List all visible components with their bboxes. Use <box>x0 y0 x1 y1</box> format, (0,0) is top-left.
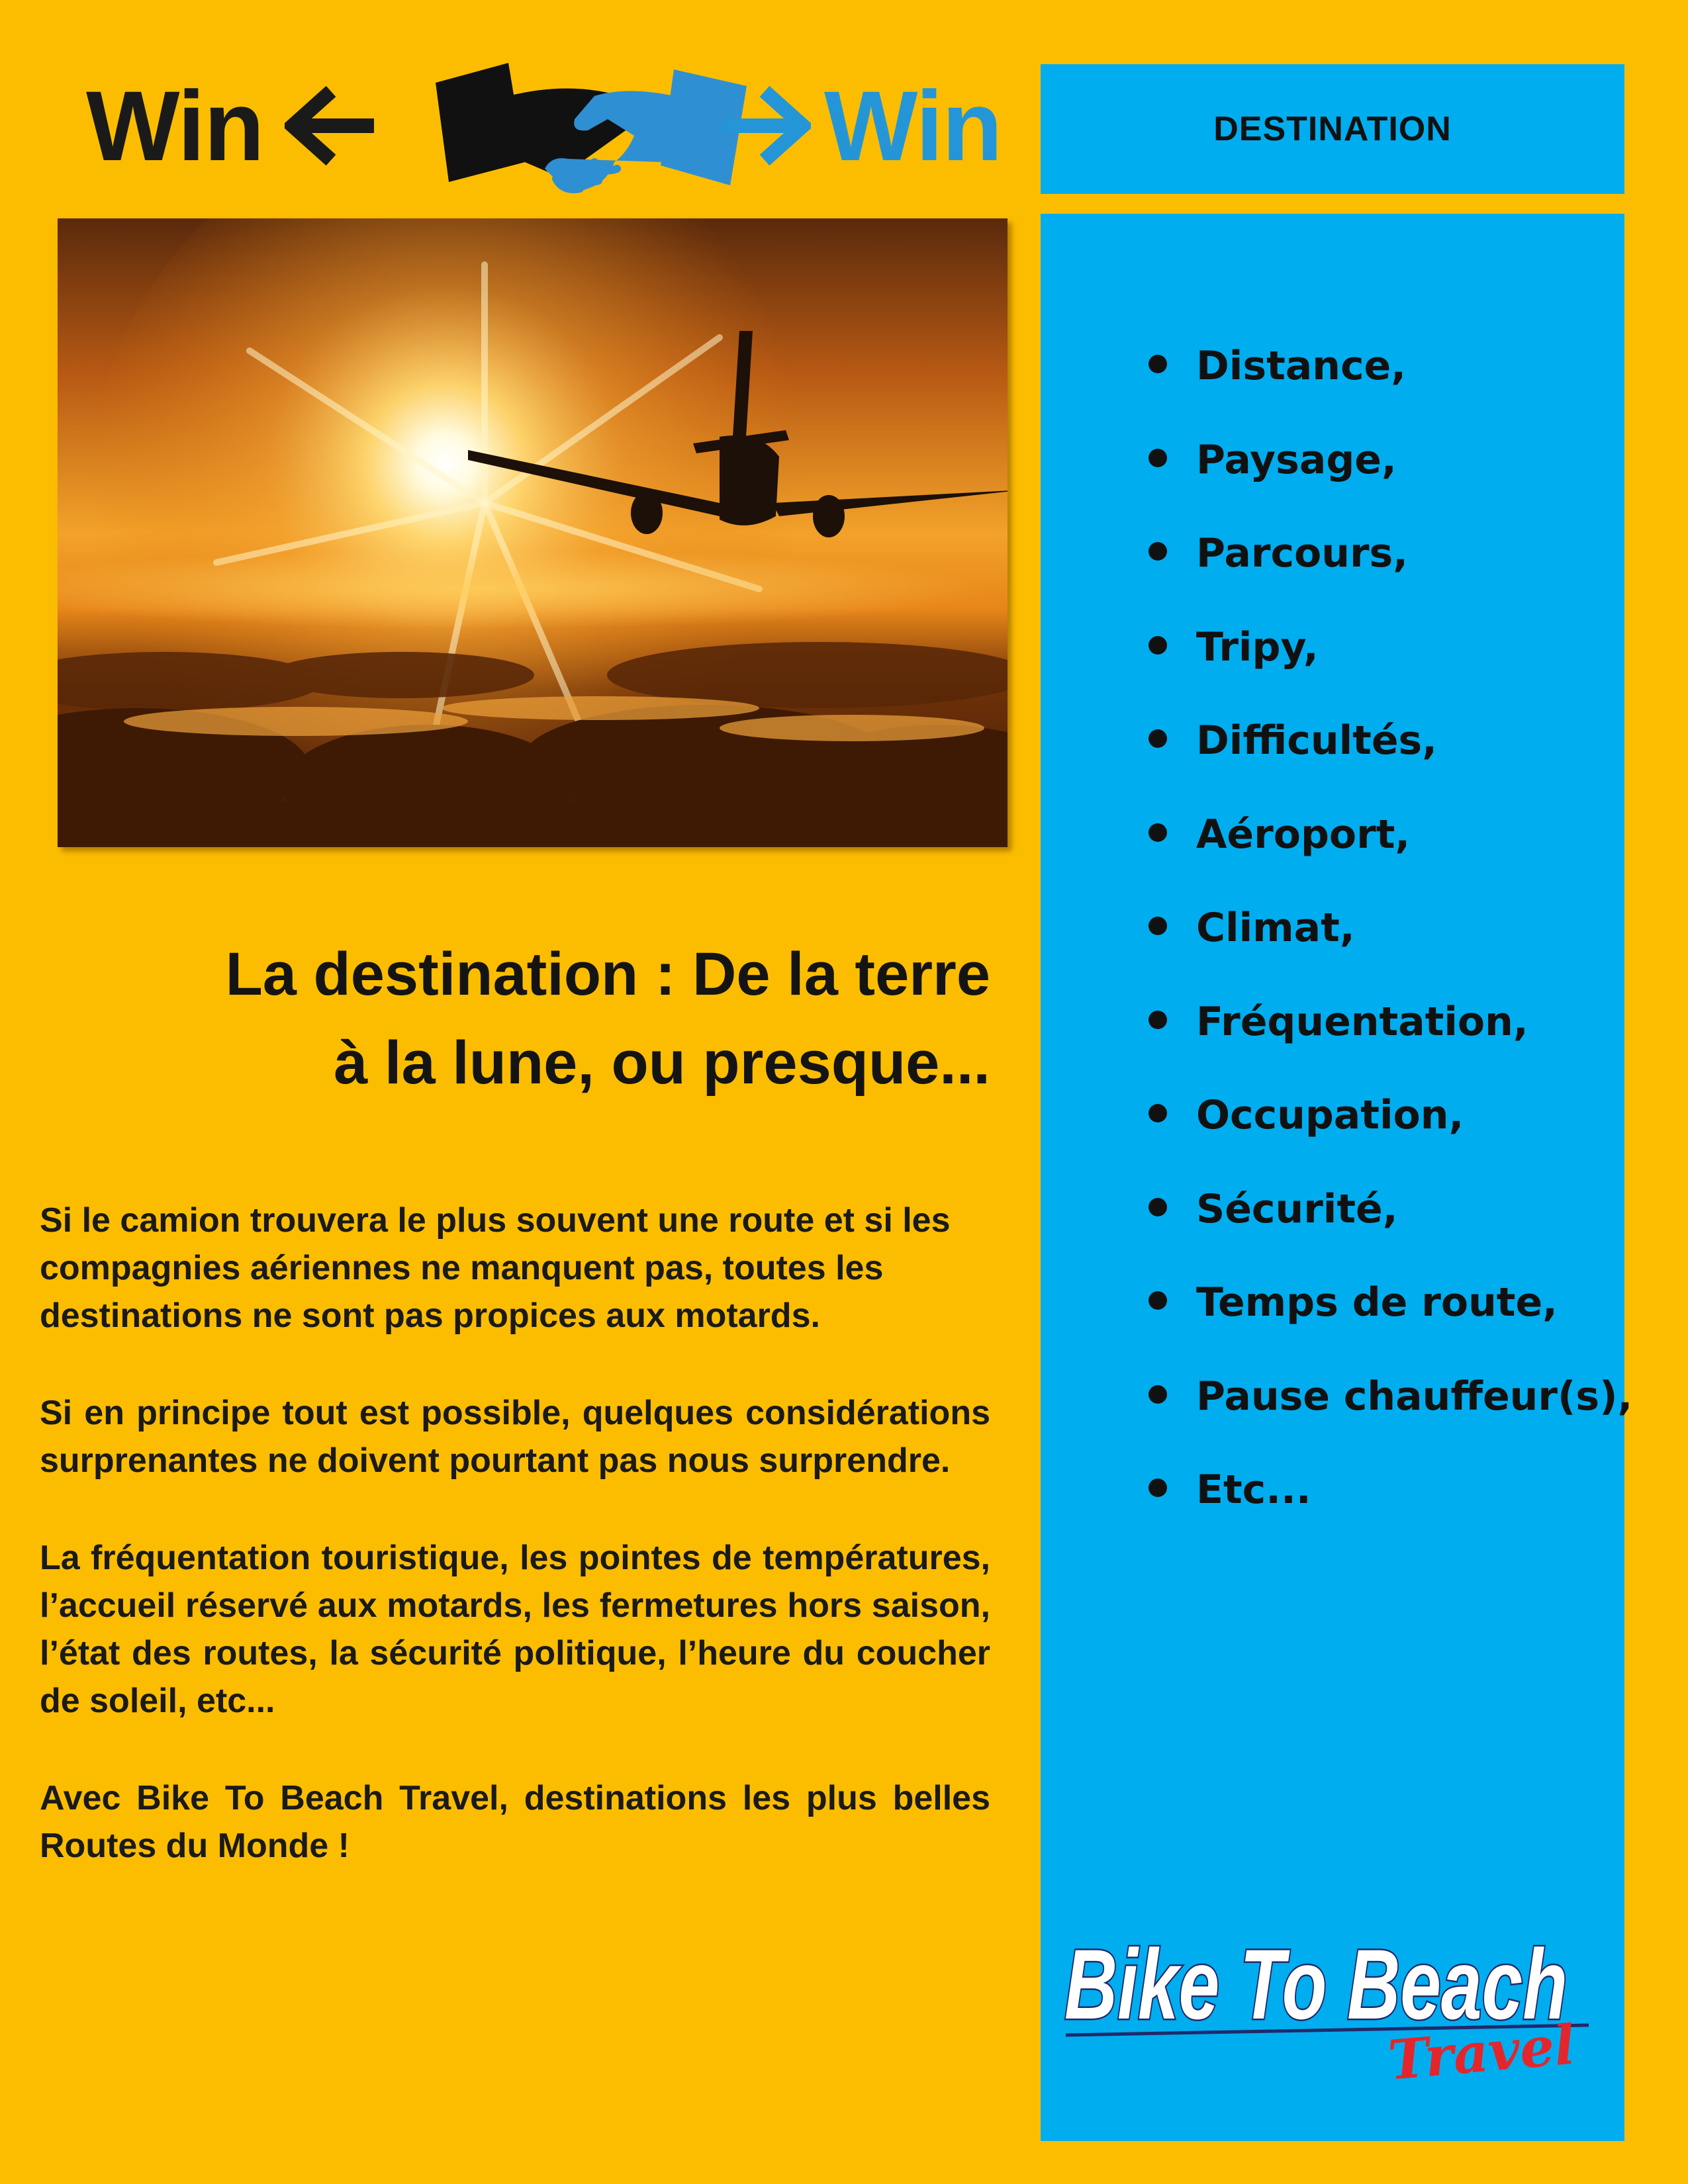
paragraph-2: Si en principe tout est possible, quelques considérations surprenantes ne doivent pourtant pas nous surprendre. <box>40 1394 990 1480</box>
bullet-icon <box>1149 823 1167 842</box>
bullet-icon <box>1149 542 1167 561</box>
bullet-icon <box>1149 355 1167 373</box>
list-item: Climat, <box>1149 901 1632 995</box>
bullet-icon <box>1149 1104 1167 1122</box>
logo-sub-text: Travel <box>1385 2013 1578 2093</box>
paragraph-1: Si le camion trouvera le plus souvent une route et si les compagnies aériennes ne manquent pas, toutes les destinations ne sont pas propices aux motards. <box>40 1201 951 1335</box>
bullet-icon <box>1149 917 1167 935</box>
list-item: Parcours, <box>1149 527 1632 621</box>
bullet-icon <box>1149 636 1167 655</box>
bullet-icon <box>1149 1198 1167 1216</box>
list-item: Paysage, <box>1149 433 1632 527</box>
list-item: Pause chauffeur(s), <box>1149 1370 1632 1464</box>
list-item: Sécurité, <box>1149 1183 1632 1277</box>
destination-title: DESTINATION <box>1213 110 1452 148</box>
list-item: Fréquentation, <box>1149 995 1632 1089</box>
bike-to-beach-logo <box>1059 1906 1602 2098</box>
bullet-icon <box>1149 1011 1167 1029</box>
page-headline <box>40 930 990 1107</box>
bullet-icon <box>1149 729 1167 748</box>
headline-line-1: La destination : De la terre <box>225 940 990 1008</box>
bullet-icon <box>1149 1479 1167 1497</box>
paragraph-4: Avec Bike To Beach Travel, destinations les plus belles Routes du Monde ! <box>40 1779 990 1865</box>
destination-list <box>1149 340 1632 1557</box>
list-item: Occupation, <box>1149 1089 1632 1183</box>
list-item: Difficultés, <box>1149 714 1632 808</box>
win-win-banner <box>86 56 1000 202</box>
list-item: Distance, <box>1149 340 1632 433</box>
bullet-icon <box>1149 449 1167 467</box>
bullet-icon <box>1149 1385 1167 1404</box>
headline-line-2: à la lune, ou presque... <box>334 1029 990 1097</box>
win-left-text: Win <box>86 70 263 181</box>
list-item: Aéroport, <box>1149 808 1632 902</box>
destination-panel <box>1041 214 1633 2141</box>
right-arrow-icon <box>718 86 811 165</box>
list-item: Temps de route, <box>1149 1276 1632 1370</box>
left-arrow-icon <box>285 86 377 165</box>
list-item: Etc... <box>1149 1463 1632 1557</box>
list-item: Tripy, <box>1149 621 1632 715</box>
body-text <box>40 1197 990 1919</box>
bullet-icon <box>1149 1291 1167 1310</box>
airplane-sunset-photo <box>58 218 1008 847</box>
logo-main-text: Bike To Beach <box>1064 1929 1568 2040</box>
win-right-text: Win <box>824 70 1002 181</box>
paragraph-3: La fréquentation touristique, les pointes de températures, l’accueil réservé aux motards, les fermetures hors saison, l’état des routes, la sécurité politique, l’heure du coucher de soleil, etc... <box>40 1539 990 1720</box>
destination-header <box>1041 64 1624 194</box>
